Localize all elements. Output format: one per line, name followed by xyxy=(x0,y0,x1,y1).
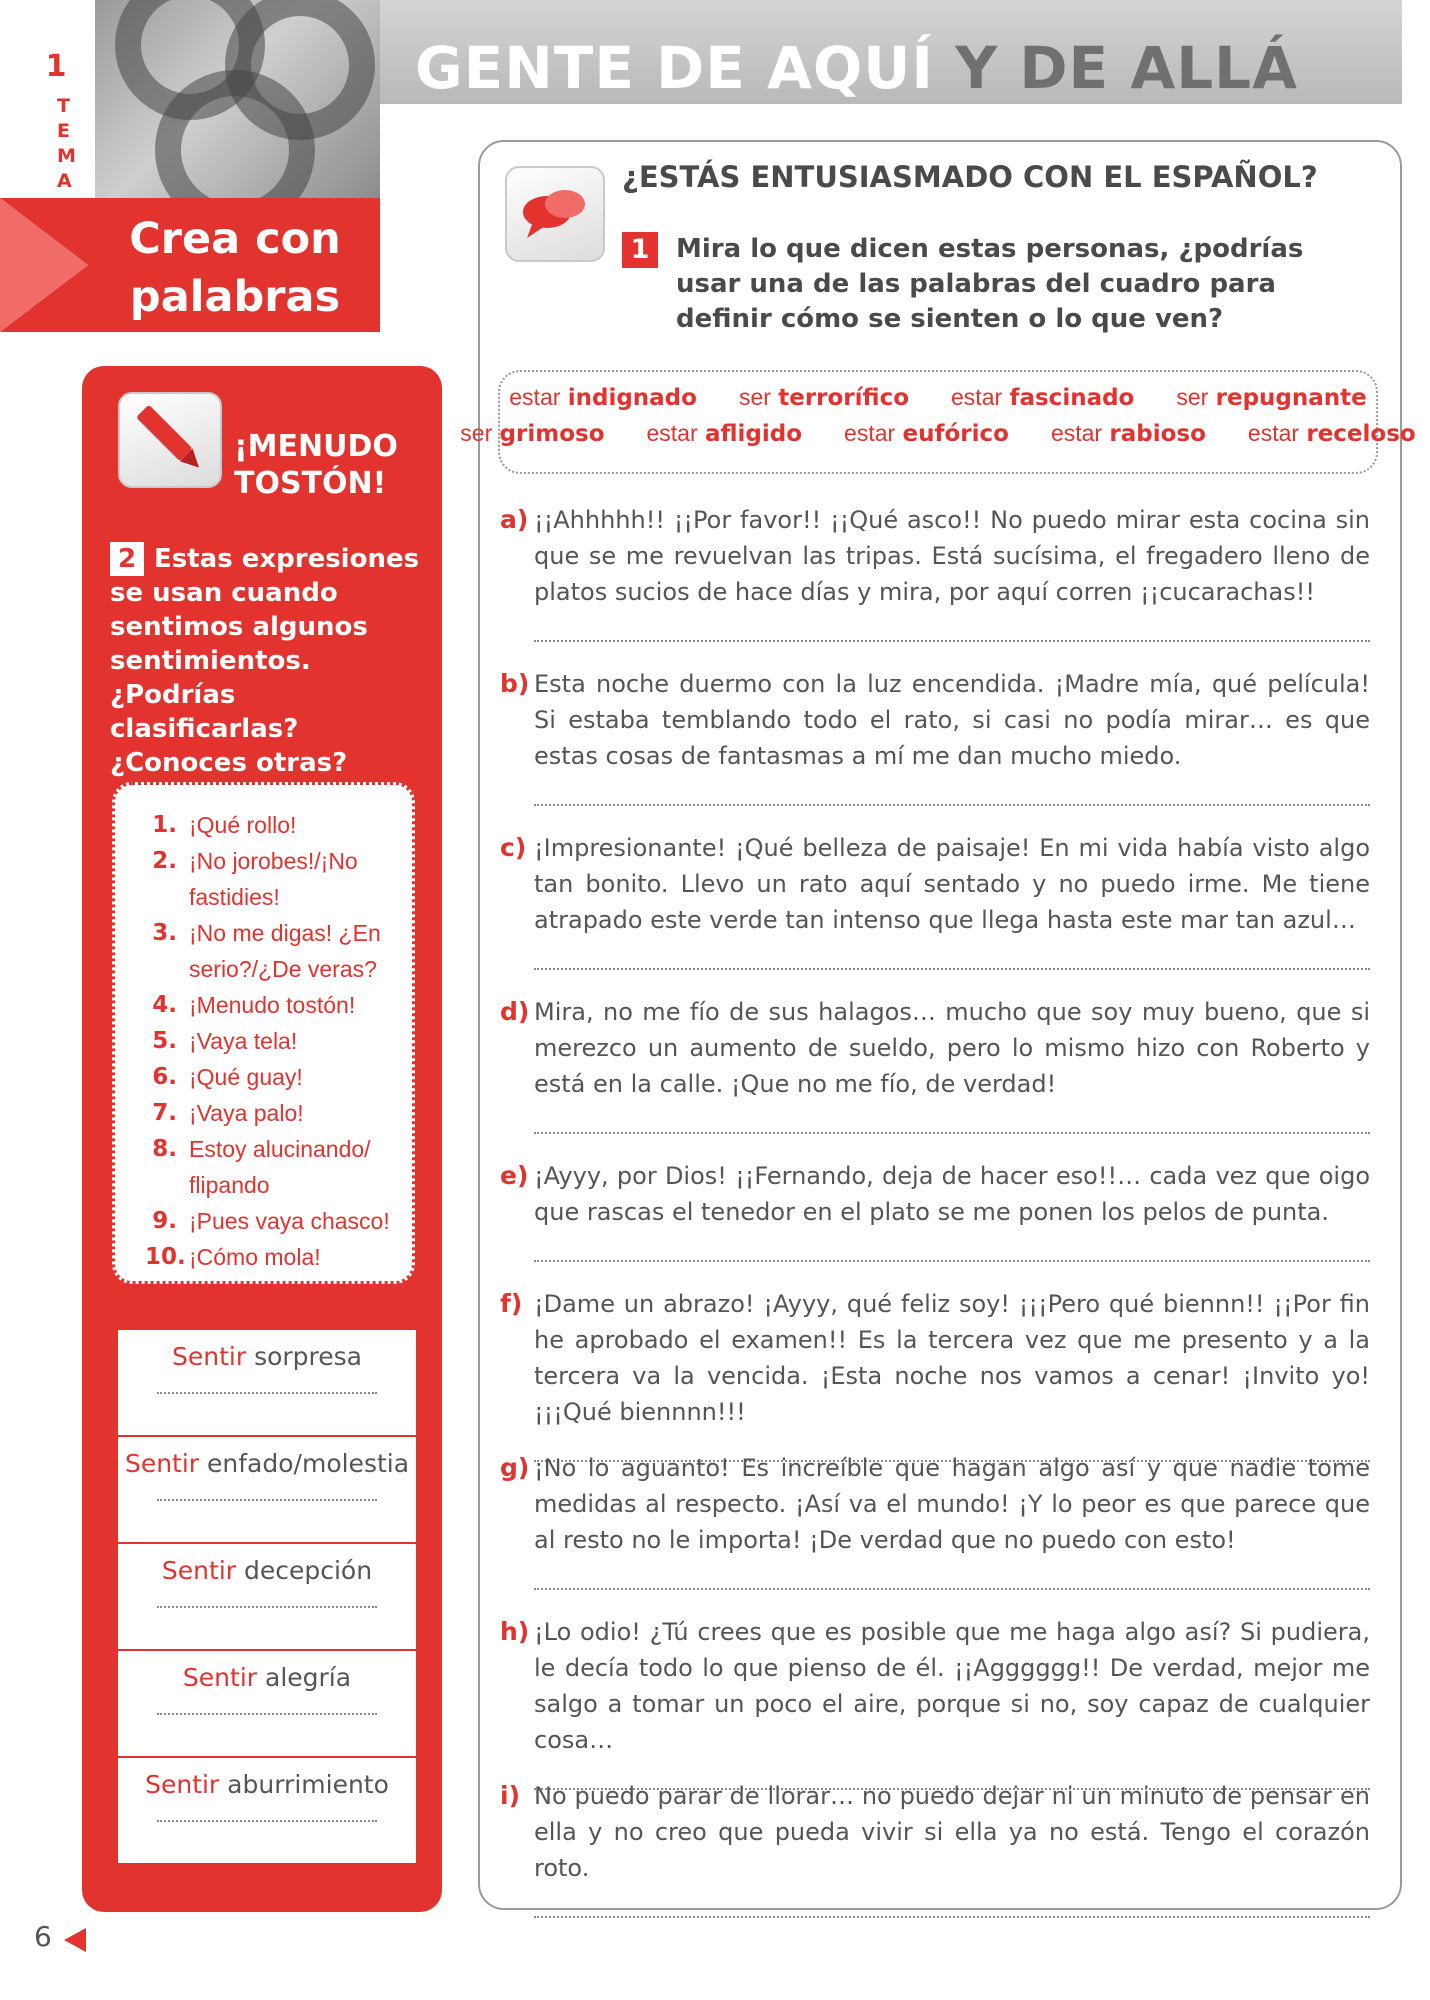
word-bank-item: ser grimoso xyxy=(460,420,605,447)
answer-line[interactable] xyxy=(534,1916,1370,1918)
exercise-item-b: b) Esta noche duermo con la luz encendida. ¡Madre mía, qué película! Si estaba temblando todo el rato, si casi no podía mirar… es que estas cosas de fantasmas a mí me dan mucho miedo. xyxy=(500,666,1370,806)
speech-bubble-icon xyxy=(505,166,605,262)
word-bank-item: ser repugnante xyxy=(1176,384,1367,411)
list-item: 10. ¡Cómo mola! xyxy=(145,1244,321,1270)
exercise-item-d: d) Mira, no me fío de sus halagos… mucho que soy muy bueno, que si merezco un aumento de sueldo, pero lo mismo hizo con Roberto y está en la calle. ¡Que no me fío, de verdad! xyxy=(500,994,1370,1134)
list-item: 4. ¡Menudo tostón! xyxy=(152,992,356,1018)
answer-line[interactable] xyxy=(534,1132,1370,1134)
feeling-box-enfado: Sentir enfado/molestia xyxy=(118,1437,416,1542)
exercise-item-g: g) ¡No lo aguanto! Es increíble que hagan algo así y que nadie tome medidas al respecto. ¡Así va el mundo! ¡Y lo peor es que parece que al resto no le importa! ¡De verdad que no puedo con esto! xyxy=(500,1450,1370,1590)
exercise-item-e: e) ¡Ayyy, por Dios! ¡¡Fernando, deja de hacer eso!!… cada vez que oigo que rascas el tenedor en el plato se me ponen los pelos de punta. xyxy=(500,1158,1370,1262)
exercise-2-instructions: 2 Estas expresiones se usan cuando sentimos algunos sentimientos. ¿Podrías clasificarlas? ¿Conoces otras? xyxy=(110,544,420,778)
exercise-item-h: h) ¡Lo odio! ¿Tú crees que es posible que me haga algo así? Si pudiera, le decía todo lo que pienso de él. ¡¡Agggggg!! De verdad, mejor me salgo a tomar un poco el aire, porque si no, soy capaz de cualquier cosa… xyxy=(500,1614,1370,1790)
exercise-item-c: c) ¡Impresionante! ¡Qué belleza de paisaje! En mi vida había visto algo tan bonito. Llevo un rato aquí sentado y no puedo irme. Me tiene atrapado este verde tan intenso que llega hasta este mar tan azul… xyxy=(500,830,1370,970)
page-arrow-icon xyxy=(64,1928,86,1952)
answer-line[interactable] xyxy=(534,1588,1370,1590)
list-item: 2. ¡No jorobes!/¡No fastidies! xyxy=(152,848,358,910)
panel-title: ¡MENUDO TOSTÓN! xyxy=(234,429,398,501)
answer-line[interactable] xyxy=(157,1499,377,1501)
exercise-1-instructions: Mira lo que dicen estas personas, ¿podrías usar una de las palabras del cuadro para definir cómo se sienten o lo que ven? xyxy=(676,234,1304,334)
exercise-item-i: i) No puedo parar de llorar… no puedo dejar ni un minuto de pensar en ella y no creo que pueda vivir si ella ya no está. Tengo el corazón roto. xyxy=(500,1778,1370,1918)
answer-line[interactable] xyxy=(157,1713,377,1715)
exercise-item-f: f) ¡Dame un abrazo! ¡Ayyy, qué feliz soy! ¡¡¡Pero qué biennn!! ¡¡Por fin he aprobado el examen!! Es la tercera vez que me presento y a la tercera va la vencida. ¡Esta noche nos vamos a cenar! ¡Invito yo! ¡¡¡Qué biennnn!!! xyxy=(500,1286,1370,1462)
tema-number: 1 xyxy=(45,49,67,84)
list-item: 6. ¡Qué guay! xyxy=(152,1064,303,1090)
page-title: GENTE DE AQUÍ Y DE ALLÁ xyxy=(415,34,1299,102)
word-bank-item: estar rabioso xyxy=(1050,420,1206,447)
word-bank-item: estar receloso xyxy=(1247,420,1416,447)
answer-line[interactable] xyxy=(534,968,1370,970)
feeling-box-decepcion: Sentir decepción xyxy=(118,1544,416,1649)
list-item: 3. ¡No me digas! ¿En serio?/¿De veras? xyxy=(152,920,381,982)
feeling-box-sorpresa: Sentir sorpresa xyxy=(118,1330,416,1435)
exercise-1-badge: 1 xyxy=(622,232,658,268)
page-number: 6 xyxy=(34,1920,52,1953)
header-photo-hands xyxy=(95,0,380,198)
answer-line[interactable] xyxy=(157,1820,377,1822)
feeling-box-alegria: Sentir alegría xyxy=(118,1651,416,1756)
feeling-box-aburrimiento: Sentir aburrimiento xyxy=(118,1758,416,1863)
answer-line[interactable] xyxy=(157,1392,377,1394)
list-item: 8. Estoy alucinando/ flipando xyxy=(152,1136,371,1198)
pencil-icon xyxy=(118,392,222,488)
word-bank xyxy=(460,370,1416,474)
answer-line[interactable] xyxy=(534,804,1370,806)
expressions-list xyxy=(112,782,415,1284)
list-item: 9. ¡Pues vaya chasco! xyxy=(152,1208,390,1234)
list-item: 5. ¡Vaya tela! xyxy=(152,1028,298,1054)
list-item: 7. ¡Vaya palo! xyxy=(152,1100,304,1126)
word-bank-item: estar eufórico xyxy=(844,420,1009,447)
tema-label: 1 T E M A xyxy=(36,50,76,194)
word-bank-item: ser terrorífico xyxy=(738,384,910,411)
word-bank-item: estar indignado xyxy=(509,384,697,411)
word-bank-item: estar fascinado xyxy=(951,384,1135,411)
answer-line[interactable] xyxy=(534,1260,1370,1262)
exercise-item-a: a) ¡¡Ahhhhh!! ¡¡Por favor!! ¡¡Qué asco!! No puedo mirar esta cocina sin que se me revuelvan las tripas. Está sucísima, el fregadero lleno de platos sucios de hace días y mira, por aquí corren ¡¡cucarachas!! xyxy=(500,502,1370,642)
exercise-2-badge: 2 xyxy=(110,542,144,576)
word-bank-item: estar afligido xyxy=(646,420,803,447)
section-title: ¿ESTÁS ENTUSIASMADO CON EL ESPAÑOL? xyxy=(622,160,1318,194)
answer-line[interactable] xyxy=(534,640,1370,642)
section-banner-title: Crea con palabras xyxy=(129,214,341,322)
answer-line[interactable] xyxy=(157,1606,377,1608)
list-item: 1. ¡Qué rollo! xyxy=(152,812,297,838)
